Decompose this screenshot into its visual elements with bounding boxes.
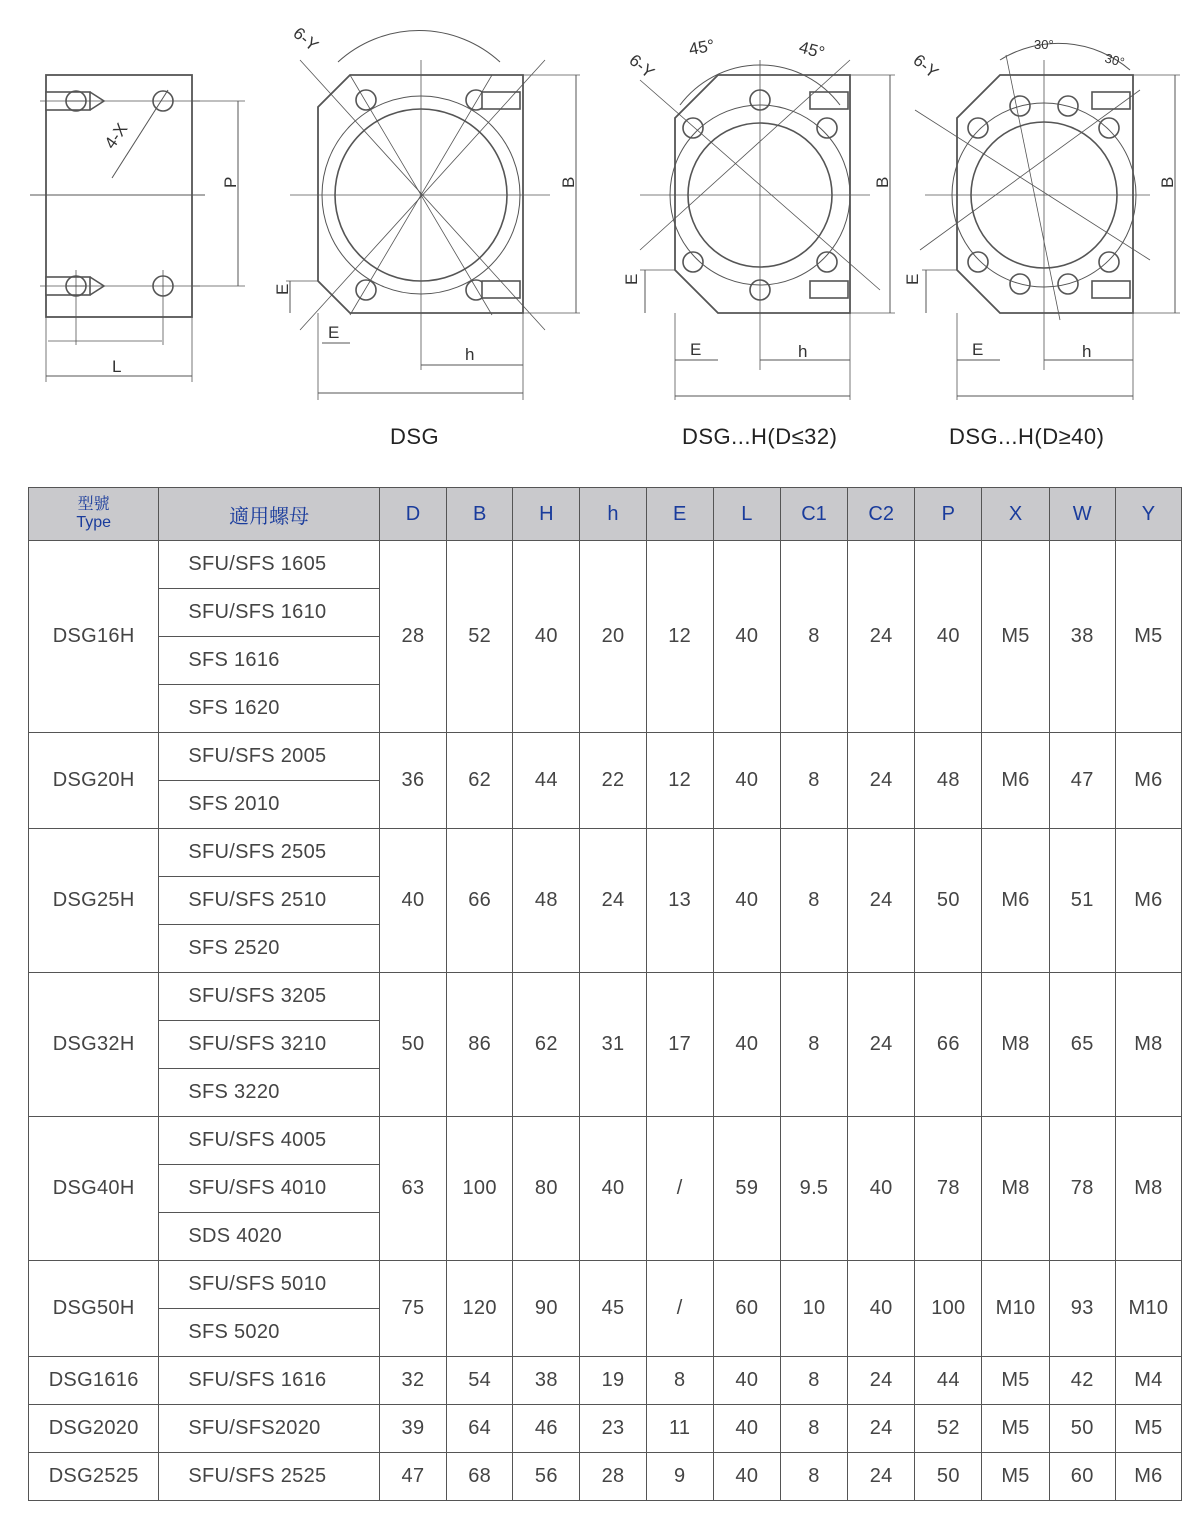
front-view-dsg-drawing [286,31,580,400]
value-cell: M10 [982,1261,1049,1357]
value-cell: 19 [580,1357,646,1405]
value-cell: 63 [379,1117,446,1261]
nut-cell: SFU/SFS 4005 [159,1117,380,1165]
d32-b-label: B [873,176,892,188]
value-cell: 12 [646,541,713,733]
nut-cell: SFU/SFS 2510 [159,877,380,925]
value-cell: 20 [580,541,646,733]
nut-cell: SFS 1620 [159,685,380,733]
value-cell: M6 [1115,1453,1181,1501]
value-cell: 48 [513,829,580,973]
value-cell: 66 [447,829,513,973]
nut-cell: SFU/SFS 1616 [159,1357,380,1405]
nut-cell: SFS 2520 [159,925,380,973]
value-cell: M4 [1115,1357,1181,1405]
nut-cell: SFU/SFS 4010 [159,1165,380,1213]
d32-holes-label: 6-Y [625,50,658,83]
nut-cell: SFU/SFS 3205 [159,973,380,1021]
value-cell: 8 [780,541,847,733]
value-cell: 28 [580,1453,646,1501]
type-cell: DSG1616 [29,1357,159,1405]
value-cell: 44 [915,1357,982,1405]
value-cell: 24 [848,973,915,1117]
value-cell: / [646,1117,713,1261]
table-row [29,1117,1182,1165]
header-col: H [513,488,580,541]
value-cell: 8 [780,1357,847,1405]
d32-h-label: h [798,342,808,361]
value-cell: M8 [982,1117,1049,1261]
value-cell: 8 [780,973,847,1117]
table-row [29,973,1182,1021]
value-cell: 93 [1049,1261,1115,1357]
value-cell: 40 [713,1405,780,1453]
table-row [29,1405,1182,1453]
front-view-d40-drawing [915,43,1180,400]
value-cell: 50 [915,1453,982,1501]
nut-cell: SFS 1616 [159,637,380,685]
value-cell: 68 [447,1453,513,1501]
value-cell: 8 [780,1405,847,1453]
d40-holes-label: 6-Y [909,50,942,83]
caption-dsg-d32: DSG...H(D≤32) [682,424,838,449]
value-cell: M8 [982,973,1049,1117]
table-row [29,1261,1182,1309]
type-cell: DSG16H [29,541,159,733]
spec-table [28,487,1182,1501]
type-cell: DSG40H [29,1117,159,1261]
header-col: X [982,488,1049,541]
dsg-h-label: h [465,345,475,364]
d40-angle2-label: 30° [1103,50,1127,70]
value-cell: M6 [1115,733,1181,829]
type-cell: DSG32H [29,973,159,1117]
d40-e2-label: E [972,340,984,359]
header-col: C1 [780,488,847,541]
value-cell: 9 [646,1453,713,1501]
value-cell: M5 [982,541,1049,733]
nut-cell: SFS 3220 [159,1069,380,1117]
header-col: C2 [848,488,915,541]
value-cell: 31 [580,973,646,1117]
value-cell: 47 [379,1453,446,1501]
nut-cell: SFU/SFS 1605 [159,541,380,589]
value-cell: 47 [1049,733,1115,829]
value-cell: 78 [915,1117,982,1261]
value-cell: 40 [713,973,780,1117]
value-cell: 10 [780,1261,847,1357]
value-cell: M5 [1115,1405,1181,1453]
value-cell: 24 [580,829,646,973]
value-cell: 12 [646,733,713,829]
value-cell: M6 [982,829,1049,973]
front-view-d32-drawing [640,60,895,400]
header-nut: 適用螺母 [159,488,380,541]
value-cell: 62 [513,973,580,1117]
value-cell: 8 [780,733,847,829]
caption-dsg: DSG [390,424,440,449]
value-cell: 24 [848,1453,915,1501]
table-row [29,541,1182,589]
header-type-en: Type [76,514,111,531]
value-cell: 9.5 [780,1117,847,1261]
table-body [29,541,1182,1501]
value-cell: 54 [447,1357,513,1405]
value-cell: M6 [1115,829,1181,973]
value-cell: 56 [513,1453,580,1501]
value-cell: 40 [713,541,780,733]
value-cell: 24 [848,1405,915,1453]
caption-dsg-d40: DSG...H(D≥40) [949,424,1105,449]
value-cell: 64 [447,1405,513,1453]
value-cell: 40 [848,1117,915,1261]
type-cell: DSG2525 [29,1453,159,1501]
value-cell: 46 [513,1405,580,1453]
value-cell: M6 [982,733,1049,829]
nut-cell: SDS 4020 [159,1213,380,1261]
type-cell: DSG2020 [29,1405,159,1453]
d32-e2-label: E [690,340,702,359]
header-col: D [379,488,446,541]
value-cell: 24 [848,829,915,973]
value-cell: 24 [848,733,915,829]
value-cell: 100 [915,1261,982,1357]
type-cell: DSG25H [29,829,159,973]
header-row [29,488,1182,541]
value-cell: 75 [379,1261,446,1357]
nut-cell: SFU/SFS 2505 [159,829,380,877]
nut-cell: SFU/SFS 1610 [159,589,380,637]
value-cell: 100 [447,1117,513,1261]
dsg-b-label: B [559,176,578,188]
nut-cell: SFS 2010 [159,781,380,829]
header-type-cn: 型號 [77,496,110,513]
header-type [29,488,159,541]
value-cell: M10 [1115,1261,1181,1357]
value-cell: 60 [1049,1453,1115,1501]
side-p-label: P [221,176,240,188]
value-cell: 40 [713,733,780,829]
value-cell: 86 [447,973,513,1117]
value-cell: 8 [646,1357,713,1405]
value-cell: 40 [848,1261,915,1357]
value-cell: 40 [580,1117,646,1261]
value-cell: 28 [379,541,446,733]
value-cell: M8 [1115,1117,1181,1261]
value-cell: 38 [1049,541,1115,733]
d32-e-label: E [622,273,641,285]
nut-cell: SFU/SFS 2005 [159,733,380,781]
value-cell: 17 [646,973,713,1117]
value-cell: 90 [513,1261,580,1357]
value-cell: 11 [646,1405,713,1453]
value-cell: 78 [1049,1117,1115,1261]
value-cell: 42 [1049,1357,1115,1405]
value-cell: 80 [513,1117,580,1261]
value-cell: 40 [915,541,982,733]
value-cell: 60 [713,1261,780,1357]
value-cell: 38 [513,1357,580,1405]
value-cell: M5 [982,1453,1049,1501]
nut-cell: SFU/SFS 3210 [159,1021,380,1069]
value-cell: M8 [1115,973,1181,1117]
nut-cell: SFU/SFS 2525 [159,1453,380,1501]
d40-b-label: B [1158,176,1177,188]
nut-cell: SFU/SFS 5010 [159,1261,380,1309]
value-cell: M5 [982,1405,1049,1453]
value-cell: 120 [447,1261,513,1357]
nut-cell: SFS 5020 [159,1309,380,1357]
technical-drawings [0,0,1200,480]
value-cell: 59 [713,1117,780,1261]
header-col: W [1049,488,1115,541]
value-cell: 45 [580,1261,646,1357]
side-view-drawing [30,75,245,382]
d40-h-label: h [1082,342,1092,361]
header-col: E [646,488,713,541]
header-col: L [713,488,780,541]
value-cell: 24 [848,1357,915,1405]
value-cell: 23 [580,1405,646,1453]
value-cell: 62 [447,733,513,829]
d40-angle1-label: 30° [1034,37,1054,52]
value-cell: 52 [915,1405,982,1453]
type-cell: DSG50H [29,1261,159,1357]
value-cell: M5 [982,1357,1049,1405]
side-hole-label: 4-X [100,119,132,153]
table-row [29,1357,1182,1405]
dsg-e2-label: E [328,323,340,342]
table-row [29,829,1182,877]
value-cell: 40 [713,1453,780,1501]
header-col: h [580,488,646,541]
value-cell: 8 [780,1453,847,1501]
value-cell: M5 [1115,541,1181,733]
d32-angle1-label: 45° [687,35,717,59]
value-cell: 8 [780,829,847,973]
value-cell: 40 [713,829,780,973]
table-row [29,733,1182,781]
value-cell: 52 [447,541,513,733]
value-cell: 36 [379,733,446,829]
header-col: Y [1115,488,1181,541]
d40-e-label: E [903,273,922,285]
value-cell: / [646,1261,713,1357]
value-cell: 39 [379,1405,446,1453]
value-cell: 32 [379,1357,446,1405]
value-cell: 65 [1049,973,1115,1117]
value-cell: 51 [1049,829,1115,973]
side-l-label: L [112,357,122,376]
value-cell: 66 [915,973,982,1117]
header-col: B [447,488,513,541]
value-cell: 50 [915,829,982,973]
d32-angle2-label: 45° [796,37,827,63]
dsg-holes-label: 6-Y [289,23,322,56]
value-cell: 24 [848,541,915,733]
value-cell: 13 [646,829,713,973]
header-col: P [915,488,982,541]
type-cell: DSG20H [29,733,159,829]
value-cell: 50 [379,973,446,1117]
value-cell: 48 [915,733,982,829]
dsg-e-label: E [273,283,292,295]
value-cell: 40 [379,829,446,973]
value-cell: 22 [580,733,646,829]
value-cell: 40 [713,1357,780,1405]
table-row [29,1453,1182,1501]
value-cell: 44 [513,733,580,829]
nut-cell: SFU/SFS2020 [159,1405,380,1453]
value-cell: 40 [513,541,580,733]
value-cell: 50 [1049,1405,1115,1453]
